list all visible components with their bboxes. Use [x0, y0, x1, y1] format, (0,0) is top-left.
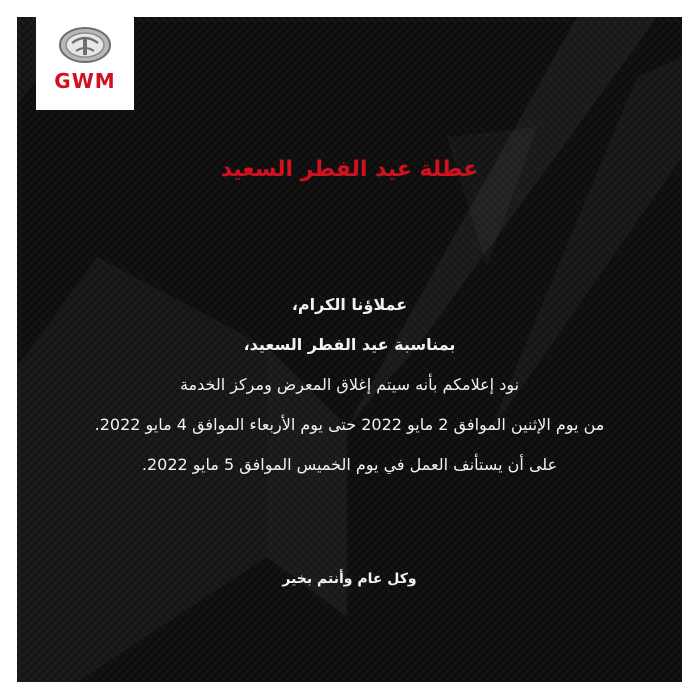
greeting-text: عملاؤنا الكرام، — [291, 295, 408, 314]
closing-greeting: وكل عام وأنتم بخير — [282, 571, 417, 587]
notice-line: من يوم الإثنين الموافق 2 مايو 2022 حتى يوم الأربعاء الموافق 4 مايو 2022. — [94, 415, 605, 434]
notice-line: على أن يستأنف العمل في يوم الخميس الموافق 5 مايو 2022. — [141, 455, 558, 474]
gwm-logo — [36, 17, 134, 110]
notice-line: نود إعلامكم بأنه سيتم إغلاق المعرض ومركز الخدمة — [179, 375, 520, 394]
gwm-logo-text: GWM — [54, 69, 116, 93]
notice-body — [47, 285, 652, 485]
page-title: عطلة عيد الفطر السعيد — [220, 157, 479, 182]
gwm-emblem-icon — [58, 25, 112, 65]
occasion-text: بمناسبة عيد الفطر السعيد، — [243, 335, 456, 354]
announcement-card — [17, 17, 682, 682]
